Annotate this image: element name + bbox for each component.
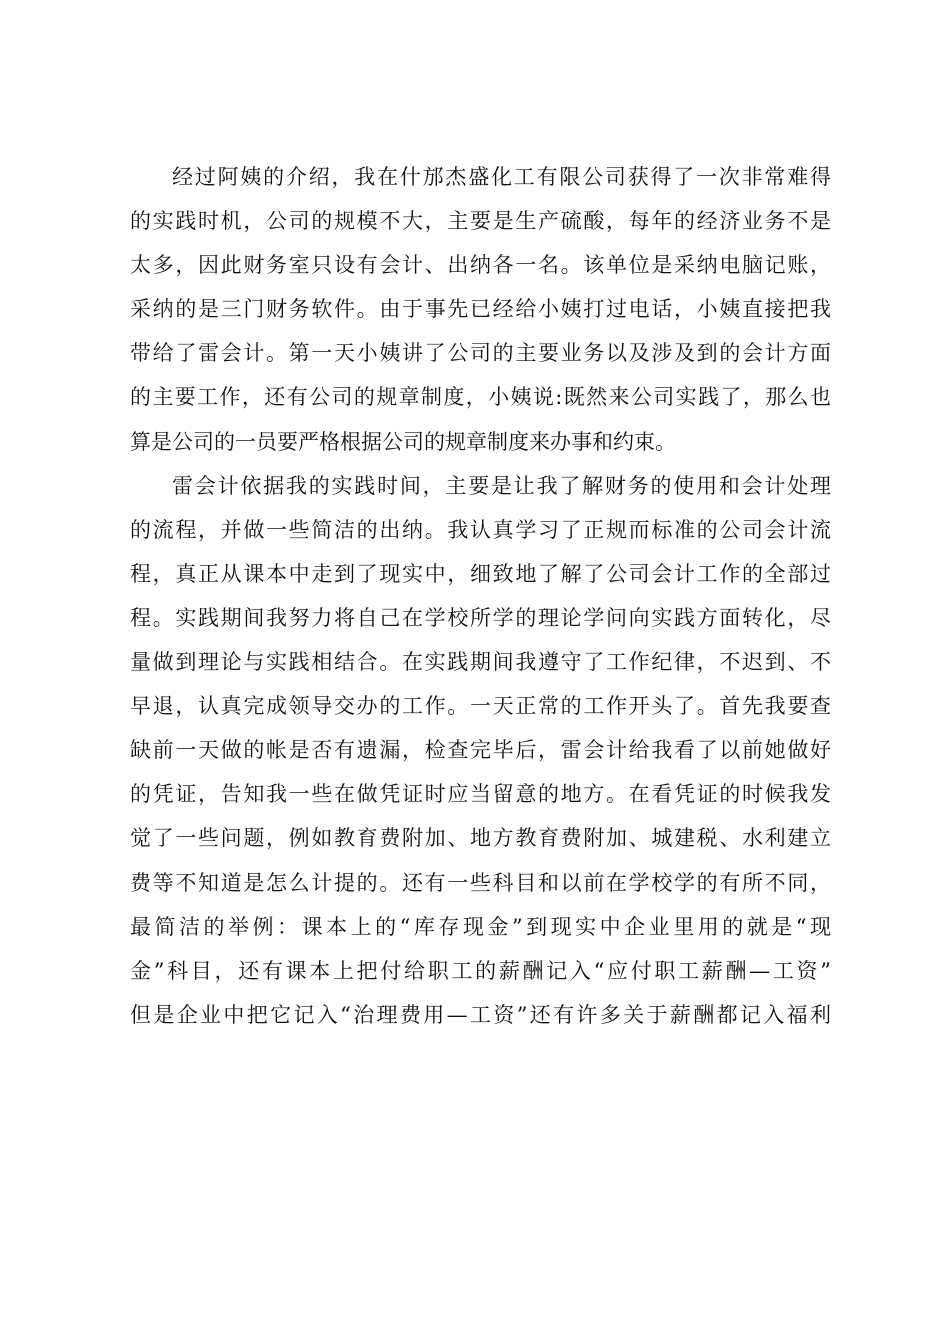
paragraph-1-line-3: 太多，因此财务室只设有会计、出纳各一名。该单位是采纳电脑记账， [130, 253, 831, 278]
paragraph-1-line-5: 带给了雷会计。第一天小姨讲了公司的主要业务以及涉及到的会计方面 [130, 341, 831, 366]
paragraph-2-line-9: 觉了一些问题，例如教育费附加、地方教育费附加、城建税、水利建立 [130, 826, 831, 851]
paragraph-2-line-2: 的流程，并做一些简洁的出纳。我认真学习了正规而标准的公司会计流 [130, 517, 831, 542]
paragraph-1-line-2: 的实践时机，公司的规模不大，主要是生产硫酸，每年的经济业务不是 [130, 209, 831, 234]
paragraph-2-line-10: 费等不知道是怎么计提的。还有一些科目和以前在学校学的有所不同， [130, 870, 831, 895]
paragraph-1-line-6: 的主要工作，还有公司的规章制度，小姨说:既然来公司实践了，那么也 [130, 385, 831, 410]
paragraph-1-line-4: 采纳的是三门财务软件。由于事先已经给小姨打过电话，小姨直接把我 [130, 297, 831, 322]
paragraph-2-line-6: 早退，认真完成领导交办的工作。一天正常的工作开头了。首先我要查 [130, 694, 831, 719]
paragraph-1-line-1: 经过阿姨的介绍，我在什邡杰盛化工有限公司获得了一次非常难得 [172, 165, 831, 189]
paragraph-2-line-4: 程。实践期间我努力将自己在学校所学的理论学问向实践方面转化，尽 [130, 605, 831, 630]
paragraph-2-line-12: 金”科目，还有课本上把付给职工的薪酬记入“应付职工薪酬—工资” [130, 958, 831, 983]
paragraph-2-line-1: 雷会计依据我的实践时间，主要是让我了解财务的使用和会计处理 [172, 473, 831, 498]
paragraph-2-line-13: 但是企业中把它记入“治理费用—工资”还有许多关于薪酬都记入福利 [130, 1002, 831, 1027]
paragraph-2-line-3: 程，真正从课本中走到了现实中，细致地了解了公司会计工作的全部过 [130, 561, 831, 586]
paragraph-2-line-7: 缺前一天做的帐是否有遗漏，检查完毕后，雷会计给我看了以前她做好 [130, 738, 831, 763]
paragraph-1-line-7: 算是公司的一员要严格根据公司的规章制度来办事和约束。 [130, 429, 676, 454]
paragraph-2-line-11: 最简洁的举例：课本上的“库存现金”到现实中企业里用的就是“现 [130, 914, 831, 939]
paragraph-2-line-5: 量做到理论与实践相结合。在实践期间我遵守了工作纪律，不迟到、不 [130, 650, 831, 675]
body-text [130, 155, 831, 1037]
paragraph-2-line-8: 的凭证，告知我一些在做凭证时应当留意的地方。在看凭证的时候我发 [130, 782, 831, 807]
